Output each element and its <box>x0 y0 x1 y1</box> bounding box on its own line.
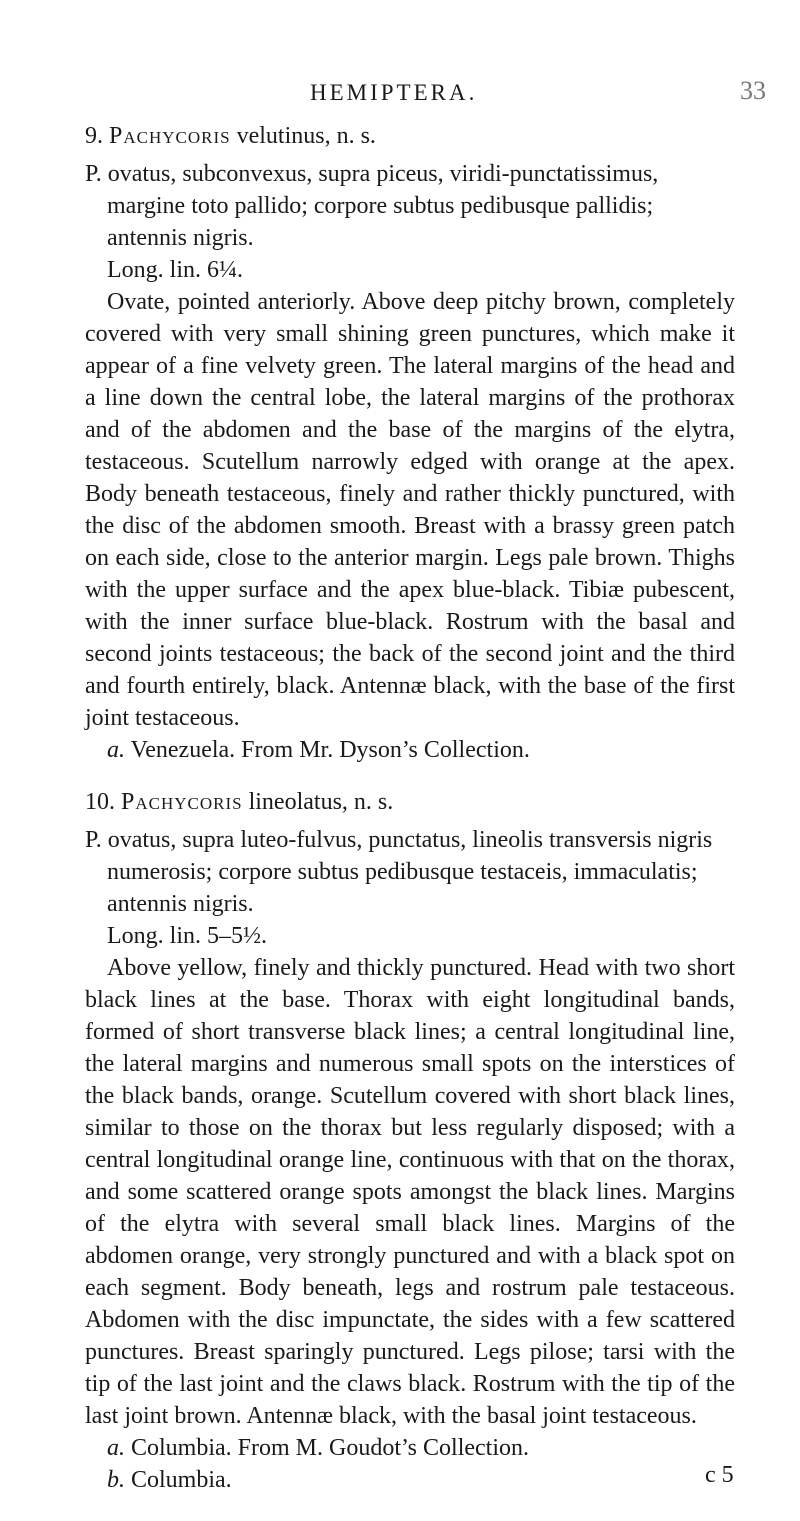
species-name: velutinus, n. s. <box>236 123 376 149</box>
specimen-letter: a. <box>107 1435 125 1461</box>
specimen-record <box>85 1464 735 1496</box>
latin-diagnosis: P. ovatus, supra luteo-fulvus, punctatus, lineolis transversis nigris numerosis; corpore subtus pedibusque testaceis, immaculatis; antennis nigris. <box>85 827 713 917</box>
page-body <box>85 120 735 1496</box>
english-description: Ovate, pointed anteriorly. Above deep pitchy brown, completely covered with very small shining green punctures, which make it appear of a fine velvety green. The lateral margins of the head and a line down the central lobe, the lateral margins of the prothorax and of the abdomen and the base of the margins of the elytra, testaceous. Scutellum narrowly edged with orange at the apex. Body beneath testaceous, finely and rather thickly punctured, with the disc of the abdomen smooth. Breast with a brassy green patch on each side, close to the anterior margin. Legs pale brown. Thighs with the upper surface and the apex blue-black. Tibiæ pubescent, with the inner surface blue-black. Rostrum with the basal and second joints testaceous; the back of the second joint and the third and fourth entirely, black. Antennæ black, with the base of the first joint testaceous. <box>85 289 735 731</box>
genus-name: Pachycoris <box>109 123 231 149</box>
latin-diagnosis: P. ovatus, subconvexus, supra piceus, viridi-punctatissimus, margine toto pallido; corpore subtus pedibusque pallidis; antennis nigris. <box>85 161 659 251</box>
species-name: lineolatus, n. s. <box>248 789 394 815</box>
length-measurement: Long. lin. 5–5½. <box>107 923 267 949</box>
species-entry-10 <box>85 786 735 1496</box>
specimen-text: Venezuela. From Mr. Dyson’s Collection. <box>130 737 530 763</box>
running-header: HEMIPTERA. <box>310 80 478 105</box>
specimen-record <box>85 1432 735 1464</box>
genus-name: Pachycoris <box>121 789 243 815</box>
specimen-letter: a. <box>107 737 125 763</box>
specimen-text: Columbia. From M. Goudot’s Collection. <box>131 1435 530 1461</box>
specimen-letter: b. <box>107 1467 125 1493</box>
english-description: Above yellow, finely and thickly punctured. Head with two short black lines at the base. Thorax with eight longitudinal bands, formed of short transverse black lines; a central longitudinal line, the lateral margins and numerous small spots on the interstices of the black bands, orange. Scutellum covered with short black lines, similar to those on the thorax but less regularly disposed; with a central longitudinal orange line, continuous with that on the thorax, and some scattered orange spots amongst the black lines. Margins of the elytra with several small black lines. Margins of the abdomen orange, very strongly punctured and with a black spot on each segment. Body beneath, legs and rostrum pale testaceous. Abdomen with the disc impunctate, the sides with a few scattered punctures. Breast sparingly punctured. Legs pilose; tarsi with the tip of the last joint and the claws black. Rostrum with the tip of the last joint brown. Antennæ black, with the basal joint testaceous. <box>85 955 735 1429</box>
specimen-record <box>85 734 735 766</box>
species-number: 9. <box>85 123 103 149</box>
signature-mark: c 5 <box>705 1462 734 1488</box>
species-title <box>85 120 735 152</box>
species-number: 10. <box>85 789 115 815</box>
species-title <box>85 786 735 818</box>
page-number: 33 <box>740 76 766 105</box>
specimen-text: Columbia. <box>131 1467 232 1493</box>
length-measurement: Long. lin. 6¼. <box>107 257 243 283</box>
species-entry-9 <box>85 120 735 766</box>
